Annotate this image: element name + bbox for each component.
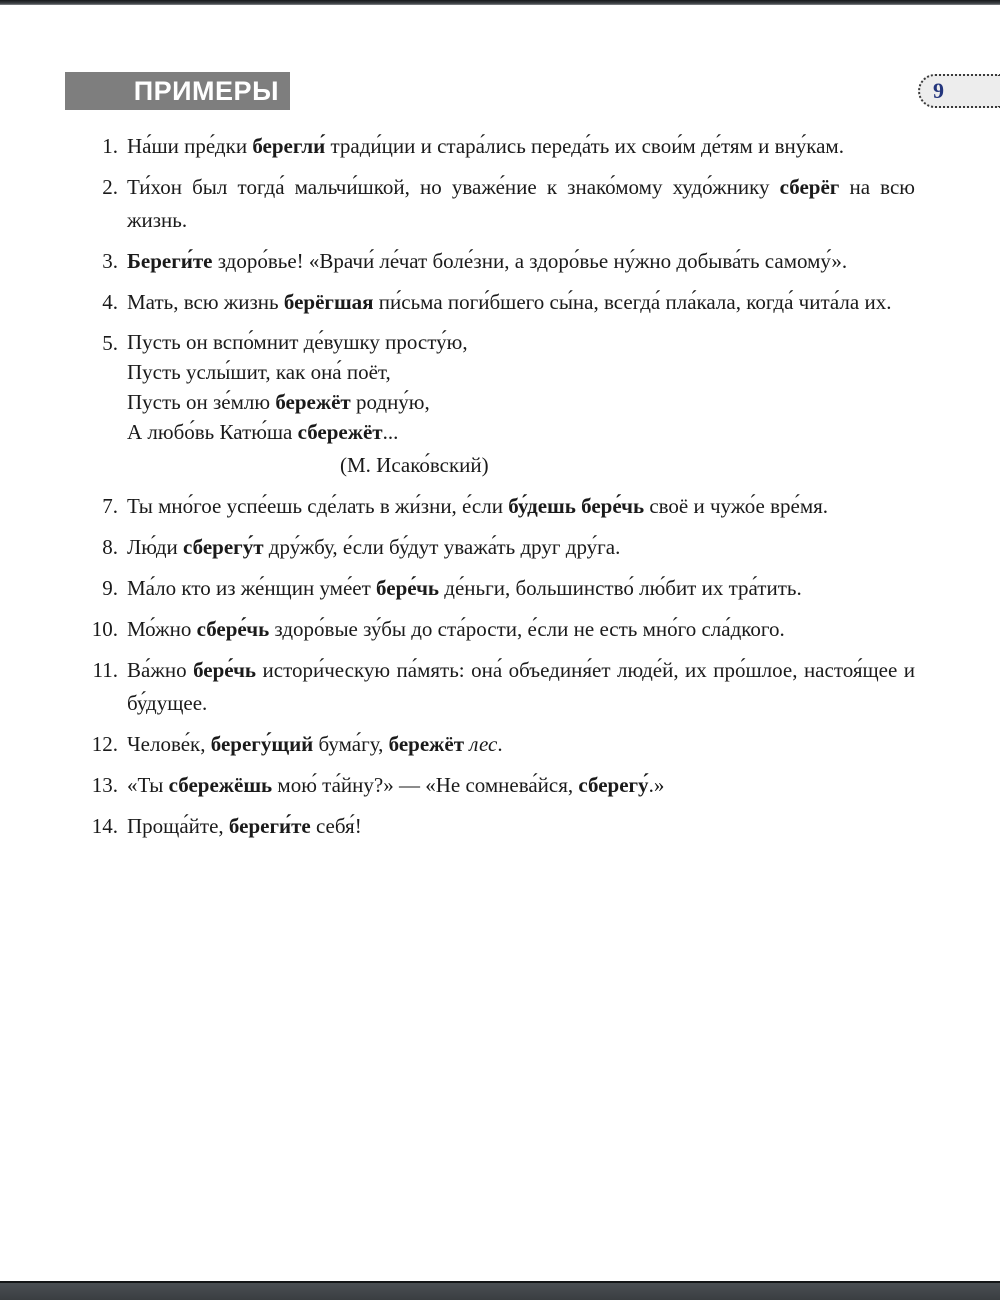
text-segment: бума́гу, xyxy=(313,732,389,756)
example-text xyxy=(127,245,915,278)
example-item xyxy=(88,245,915,278)
text-segment: своё и чужо́е вре́мя. xyxy=(644,494,829,518)
example-item xyxy=(88,810,915,843)
example-text xyxy=(127,572,915,605)
text-segment: себя́! xyxy=(310,814,362,838)
section-label: ПРИМЕРЫ xyxy=(133,75,279,106)
example-number: 7. xyxy=(102,494,118,518)
text-segment: Ва́жно xyxy=(127,658,194,682)
example-number: 11. xyxy=(92,658,118,682)
text-segment: Пусть он вспо́мнит де́вушку просту́ю, xyxy=(127,330,468,354)
page-number-tab xyxy=(918,74,1000,108)
example-text xyxy=(127,531,915,564)
text-segment: родну́ю, xyxy=(350,390,430,414)
text-segment: Мать, всю жизнь xyxy=(127,290,284,314)
text-segment: Мо́жно xyxy=(127,617,197,641)
poem-attribution: (М. Исако́вский) xyxy=(340,453,489,477)
example-item xyxy=(88,327,915,482)
text-segment: Пусть услы́шит, как она́ поёт, xyxy=(127,360,391,384)
text-segment: тради́ции и стара́лись переда́ть их свои́м де́тям и вну́кам. xyxy=(325,134,844,158)
example-item xyxy=(88,531,915,564)
highlighted-verb: сберегу́ xyxy=(578,773,649,797)
highlighted-verb: Береги́те xyxy=(127,249,213,273)
example-text xyxy=(127,810,915,843)
example-number: 12. xyxy=(91,732,118,756)
text-segment: На́ши пре́дки xyxy=(127,134,253,158)
poem-line xyxy=(127,387,915,417)
italic-word: лес xyxy=(469,732,498,756)
text-segment: Ти́хон был тогда́ мальчи́шкой, но уваже́ние к знако́мому худо́жнику xyxy=(127,175,780,199)
example-item xyxy=(88,654,915,720)
examples-list xyxy=(88,130,915,851)
example-number: 3. xyxy=(102,249,118,273)
highlighted-verb: бере́чь xyxy=(376,576,440,600)
highlighted-verb: бережёт xyxy=(275,390,351,414)
text-segment: здоро́вье! «Врачи́ ле́чат боле́зни, а здоро́вье ну́жно добыва́ть самому́». xyxy=(212,249,848,273)
example-number: 14. xyxy=(91,814,118,838)
text-segment: здоро́вые зу́бы до ста́рости, е́сли не есть мно́го сла́дкого. xyxy=(269,617,785,641)
highlighted-verb: берегли́ xyxy=(252,134,326,158)
example-item xyxy=(88,490,915,523)
example-text xyxy=(127,327,915,482)
example-number: 2. xyxy=(102,175,118,199)
highlighted-verb: сберегу́т xyxy=(183,535,264,559)
text-segment: . xyxy=(497,732,503,756)
text-segment: А любо́вь Катю́ша xyxy=(127,420,298,444)
highlighted-verb: сбережёшь xyxy=(168,773,273,797)
text-segment: дру́жбу, е́сли бу́дут уважа́ть друг дру́га. xyxy=(263,535,621,559)
page-number: 9 xyxy=(933,78,944,103)
highlighted-verb: береги́те xyxy=(228,814,311,838)
text-segment: пи́сьма поги́бшего сы́на, всегда́ пла́кала, когда́ чита́ла их. xyxy=(373,290,892,314)
text-segment: Ма́ло кто из же́нщин уме́ет xyxy=(127,576,377,600)
example-text xyxy=(127,654,915,720)
example-number: 1. xyxy=(102,134,118,158)
example-number: 5. xyxy=(102,331,118,355)
text-segment: «Ты xyxy=(127,773,169,797)
example-text xyxy=(127,490,915,523)
poem-line xyxy=(127,417,915,447)
section-label-box xyxy=(65,72,290,110)
example-text xyxy=(127,286,915,319)
text-segment: мою́ та́йну?» — «Не сомнева́йся, xyxy=(272,773,579,797)
text-segment: Пусть он зе́млю xyxy=(127,390,276,414)
example-number: 4. xyxy=(102,290,118,314)
text-segment: Челове́к, xyxy=(127,732,211,756)
text-segment: на всю жизнь. xyxy=(127,175,915,232)
example-number: 9. xyxy=(102,576,118,600)
example-text xyxy=(127,769,915,802)
text-segment: Ты мно́гое успе́ешь сде́лать в жи́зни, е́сли xyxy=(127,494,509,518)
example-text xyxy=(127,613,915,646)
example-number: 13. xyxy=(91,773,118,797)
viewer-bottom-bar xyxy=(0,1281,1000,1300)
text-segment: Лю́ди xyxy=(127,535,184,559)
example-item xyxy=(88,171,915,237)
text-segment: истори́ческую па́мять: она́ объединя́ет люде́й, их про́шлое, настоя́щее и бу́дущее. xyxy=(127,658,916,715)
example-item xyxy=(88,572,915,605)
text-segment: Проща́йте, xyxy=(127,814,229,838)
poem-line xyxy=(127,327,915,357)
example-text xyxy=(127,130,915,163)
example-number: 10. xyxy=(91,617,118,641)
poem-line xyxy=(127,357,915,387)
highlighted-verb: берегу́щий xyxy=(210,732,314,756)
viewer-top-edge xyxy=(0,0,1000,5)
example-item xyxy=(88,613,915,646)
example-item xyxy=(88,728,915,761)
example-text xyxy=(127,171,915,237)
highlighted-verb: бережёт xyxy=(388,732,465,756)
text-segment: де́ньги, большинство́ лю́бит их тра́тить. xyxy=(439,576,802,600)
text-segment: .» xyxy=(648,773,665,797)
example-item xyxy=(88,286,915,319)
highlighted-verb: сбережёт xyxy=(297,420,383,444)
example-text xyxy=(127,728,915,761)
highlighted-verb: сбере́чь xyxy=(196,617,270,641)
example-number: 8. xyxy=(102,535,118,559)
text-segment: ... xyxy=(382,420,399,444)
highlighted-verb: бу́дешь бере́чь xyxy=(508,494,645,518)
highlighted-verb: бере́чь xyxy=(193,658,257,682)
highlighted-verb: берёгшая xyxy=(283,290,374,314)
highlighted-verb: сберёг xyxy=(779,175,840,199)
example-item xyxy=(88,769,915,802)
example-item xyxy=(88,130,915,163)
